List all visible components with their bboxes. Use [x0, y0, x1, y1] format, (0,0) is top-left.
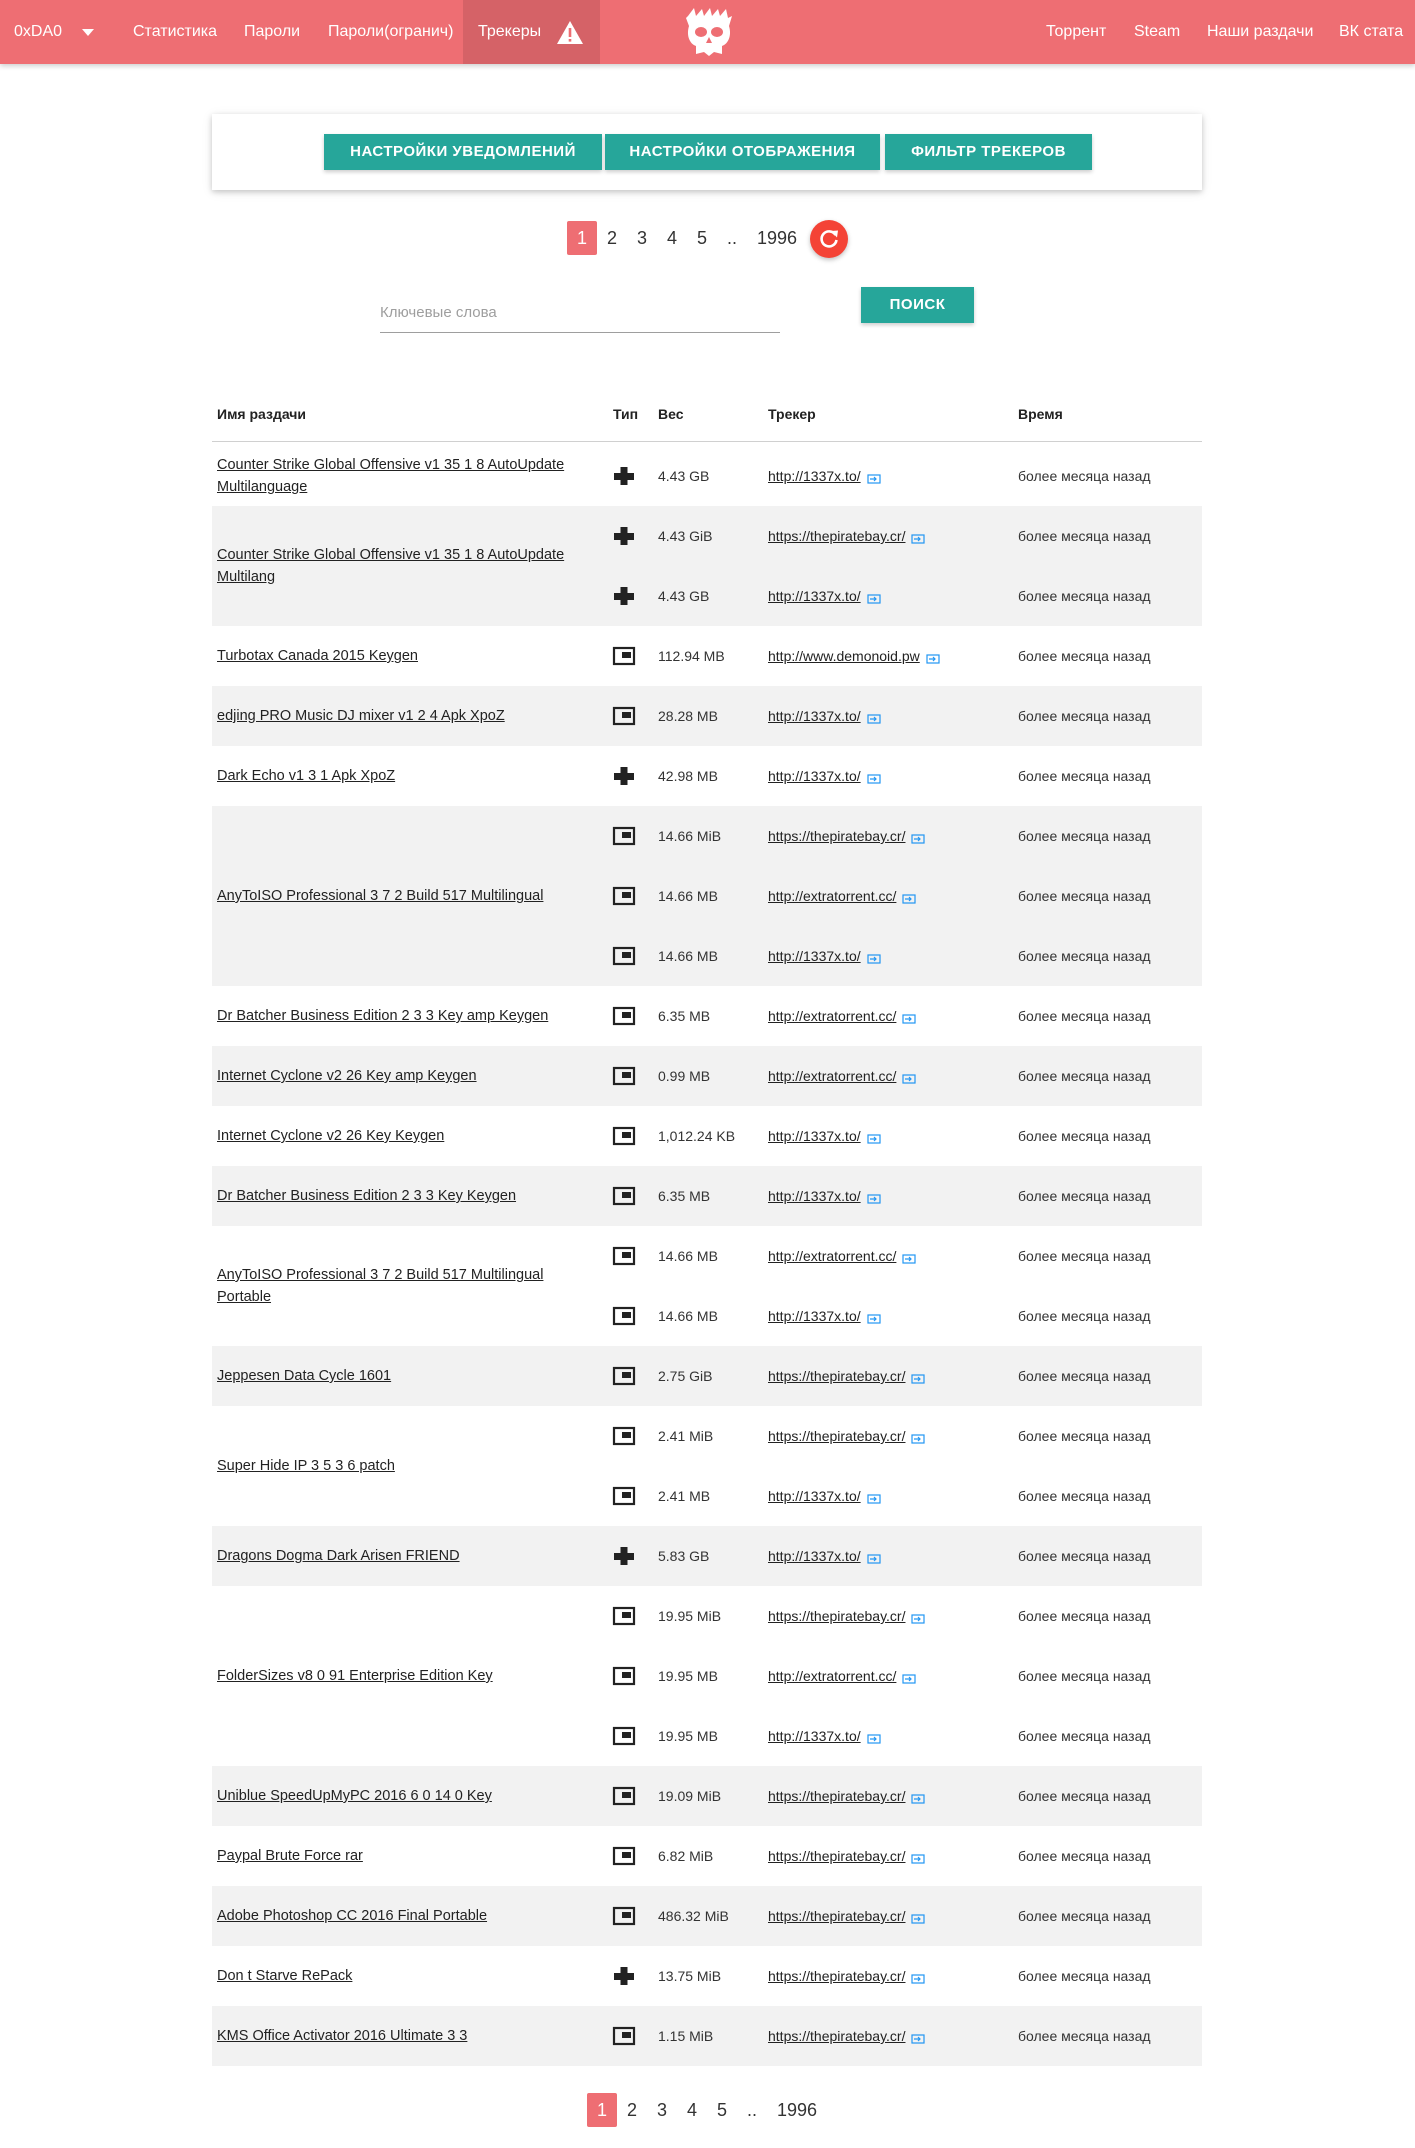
external-link-icon[interactable] [902, 1071, 916, 1081]
gamepad-icon [612, 766, 636, 786]
time-value: более месяца назад [1018, 1308, 1151, 1324]
tracker-link[interactable]: http://1337x.to/ [768, 1548, 861, 1564]
table-row [212, 1106, 1202, 1166]
external-link-icon[interactable] [902, 1011, 916, 1021]
page-ellipsis: .. [726, 228, 737, 248]
app-window-icon [612, 1786, 636, 1806]
tracker-link[interactable]: http://extratorrent.cc/ [768, 1068, 897, 1084]
external-link-icon[interactable] [926, 651, 940, 661]
size-value: 14.66 MB [658, 1248, 718, 1264]
table-row [212, 626, 1202, 686]
app-window-icon [612, 1126, 636, 1146]
size-value: 42.98 MB [658, 768, 718, 784]
time-value: более месяца назад [1018, 1008, 1151, 1024]
torrent-group [212, 1226, 1202, 1346]
time-value: более месяца назад [1018, 708, 1151, 724]
size-value: 14.66 MB [658, 1308, 718, 1324]
tracker-link[interactable]: http://extratorrent.cc/ [768, 1248, 897, 1264]
column-header-time: Время [1018, 406, 1063, 422]
size-value: 2.75 GiB [658, 1368, 713, 1384]
table-row [212, 2006, 1202, 2066]
page-link-last[interactable]: 1996 [756, 228, 798, 248]
external-link-icon[interactable] [867, 1731, 881, 1741]
page-link-3[interactable]: 3 [656, 2100, 667, 2120]
torrent-name-link[interactable]: Internet Cyclone v2 26 Key amp Keygen [217, 1068, 477, 1084]
tracker-filter-button[interactable]: ФИЛЬТР ТРЕКЕРОВ [885, 134, 1092, 170]
tracker-link[interactable]: http://1337x.to/ [768, 948, 861, 964]
torrent-group [212, 806, 1202, 986]
torrent-name-link[interactable]: Dr Batcher Business Edition 2 3 3 Key Keygen [217, 1188, 517, 1204]
nav-item-our-releases[interactable]: Наши раздачи [1207, 23, 1314, 40]
nav-item-passwords-limited[interactable]: Пароли(огранич) [328, 23, 454, 40]
app-window-icon [612, 1426, 636, 1446]
time-value: более месяца назад [1018, 2028, 1151, 2044]
table-row [212, 926, 1202, 986]
gamepad-icon [612, 1546, 636, 1566]
torrent-name-link[interactable]: Don t Starve RePack [217, 1968, 353, 1984]
size-value: 19.09 MiB [658, 1788, 722, 1804]
time-value: более месяца назад [1018, 768, 1151, 784]
time-value: более месяца назад [1018, 1668, 1151, 1684]
torrent-group [212, 1406, 1202, 1526]
time-value: более месяца назад [1018, 1068, 1151, 1084]
app-window-icon [612, 646, 636, 666]
tracker-link[interactable]: https://thepiratebay.cr/ [768, 2028, 906, 2044]
size-value: 6.35 MB [658, 1008, 711, 1024]
refresh-icon [810, 220, 848, 258]
top-navbar [0, 0, 1415, 64]
keywords-search-input[interactable] [380, 292, 780, 333]
torrent-name-link[interactable]: AnyToISO Professional 3 7 2 Build 517 Multilingual Portable [217, 1267, 544, 1305]
app-window-icon [612, 1306, 636, 1326]
external-link-icon[interactable] [902, 1671, 916, 1681]
column-header-size: Вес [658, 406, 684, 422]
torrent-group [212, 506, 1202, 626]
tracker-link[interactable]: https://thepiratebay.cr/ [768, 1848, 906, 1864]
page-link-5[interactable]: 5 [696, 228, 707, 248]
time-value: более месяца назад [1018, 1248, 1151, 1264]
size-value: 1.15 MiB [658, 2028, 714, 2044]
table-row [212, 1766, 1202, 1826]
time-value: более месяца назад [1018, 1728, 1151, 1744]
torrent-group [212, 446, 1202, 506]
tracker-link[interactable]: http://1337x.to/ [768, 588, 861, 604]
torrent-name-link[interactable]: Turbotax Canada 2015 Keygen [217, 648, 418, 664]
page-link-last[interactable]: 1996 [776, 2100, 818, 2120]
time-value: более месяца назад [1018, 1548, 1151, 1564]
tracker-link[interactable]: https://thepiratebay.cr/ [768, 1368, 906, 1384]
table-row [212, 1586, 1202, 1646]
torrent-group [212, 626, 1202, 686]
time-value: более месяца назад [1018, 1848, 1151, 1864]
external-link-icon[interactable] [867, 711, 881, 721]
table-row [212, 1226, 1202, 1286]
brand-menu[interactable]: 0xDA0 [14, 23, 63, 40]
column-header-type: Тип [613, 406, 639, 422]
size-value: 14.66 MiB [658, 828, 722, 844]
table-row [212, 446, 1202, 506]
app-window-icon [612, 1066, 636, 1086]
torrent-name-link[interactable]: Dr Batcher Business Edition 2 3 3 Key amp Keygen [217, 1008, 549, 1024]
tracker-link[interactable]: http://1337x.to/ [768, 1488, 861, 1504]
app-window-icon [612, 1846, 636, 1866]
size-value: 0.99 MB [658, 1068, 711, 1084]
torrent-group [212, 2006, 1202, 2066]
dropdown-caret-icon[interactable] [82, 29, 94, 36]
table-row [212, 1466, 1202, 1526]
tracker-link[interactable]: http://extratorrent.cc/ [768, 888, 897, 904]
external-link-icon[interactable] [911, 1791, 925, 1801]
table-row [212, 1706, 1202, 1766]
size-value: 2.41 MiB [658, 1428, 714, 1444]
torrent-group [212, 1346, 1202, 1406]
external-link-icon[interactable] [867, 1491, 881, 1501]
size-value: 19.95 MB [658, 1728, 718, 1744]
app-window-icon [612, 1606, 636, 1626]
torrent-group [212, 1166, 1202, 1226]
gamepad-icon [612, 1966, 636, 1986]
size-value: 1,012.24 KB [658, 1128, 736, 1144]
external-link-icon[interactable] [911, 1971, 925, 1981]
torrent-name-link[interactable]: Uniblue SpeedUpMyPC 2016 6 0 14 0 Key [217, 1788, 492, 1804]
app-window-icon [612, 1366, 636, 1386]
app-window-icon [612, 886, 636, 906]
torrent-name-link[interactable]: AnyToISO Professional 3 7 2 Build 517 Multilingual [217, 888, 544, 904]
nav-item-stats[interactable]: Статистика [133, 23, 218, 40]
tracker-link[interactable]: http://1337x.to/ [768, 1728, 861, 1744]
tracker-link[interactable]: http://1337x.to/ [768, 1128, 861, 1144]
table-row [212, 506, 1202, 566]
tracker-link[interactable]: https://thepiratebay.cr/ [768, 1908, 906, 1924]
torrent-name-link[interactable]: Dragons Dogma Dark Arisen FRIEND [217, 1548, 460, 1564]
size-value: 14.66 MB [658, 888, 718, 904]
app-window-icon [612, 706, 636, 726]
external-link-icon[interactable] [867, 1191, 881, 1201]
torrent-name-link[interactable]: Adobe Photoshop CC 2016 Final Portable [217, 1908, 488, 1924]
app-window-icon [612, 1726, 636, 1746]
table-row [212, 1826, 1202, 1886]
time-value: более месяца назад [1018, 1128, 1151, 1144]
external-link-icon[interactable] [911, 831, 925, 841]
torrent-group [212, 1886, 1202, 1946]
page-link-5[interactable]: 5 [716, 2100, 727, 2120]
tracker-link[interactable]: http://1337x.to/ [768, 1188, 861, 1204]
page-link-3[interactable]: 3 [636, 228, 647, 248]
time-value: более месяца назад [1018, 1788, 1151, 1804]
time-value: более месяца назад [1018, 1968, 1151, 1984]
app-window-icon [612, 1906, 636, 1926]
torrent-group [212, 1766, 1202, 1826]
torrent-name-link[interactable]: FolderSizes v8 0 91 Enterprise Edition Key [217, 1668, 493, 1684]
table-row [212, 806, 1202, 866]
external-link-icon[interactable] [911, 1611, 925, 1621]
torrent-group [212, 686, 1202, 746]
tracker-link[interactable]: http://www.demonoid.pw [768, 648, 920, 664]
size-value: 6.35 MB [658, 1188, 711, 1204]
gamepad-icon [612, 466, 636, 486]
pagination-bottom [0, 2093, 1415, 2127]
torrent-group [212, 1586, 1202, 1766]
gamepad-icon [612, 526, 636, 546]
time-value: более месяца назад [1018, 948, 1151, 964]
external-link-icon[interactable] [867, 1311, 881, 1321]
external-link-icon[interactable] [867, 471, 881, 481]
size-value: 14.66 MB [658, 948, 718, 964]
size-value: 19.95 MB [658, 1668, 718, 1684]
size-value: 19.95 MiB [658, 1608, 722, 1624]
external-link-icon[interactable] [867, 591, 881, 601]
page-link-2[interactable]: 2 [606, 228, 617, 248]
table-row [212, 1166, 1202, 1226]
page-link-4[interactable]: 4 [666, 228, 677, 248]
table-row [212, 1646, 1202, 1706]
column-header-tracker: Трекер [768, 406, 816, 422]
app-window-icon [612, 826, 636, 846]
app-window-icon [612, 1486, 636, 1506]
notification-settings-button[interactable]: НАСТРОЙКИ УВЕДОМЛЕНИЙ [324, 134, 602, 170]
external-link-icon[interactable] [902, 1251, 916, 1261]
tracker-link[interactable]: https://thepiratebay.cr/ [768, 528, 906, 544]
time-value: более месяца назад [1018, 1608, 1151, 1624]
torrent-name-link[interactable]: Counter Strike Global Offensive v1 35 1 8 AutoUpdate Multilanguage [217, 457, 565, 495]
torrent-name-link[interactable]: KMS Office Activator 2016 Ultimate 3 3 [217, 2028, 468, 2044]
tracker-link[interactable]: https://thepiratebay.cr/ [768, 828, 906, 844]
tracker-link[interactable]: http://1337x.to/ [768, 468, 861, 484]
table-row [212, 1046, 1202, 1106]
external-link-icon[interactable] [911, 531, 925, 541]
nav-item-passwords[interactable]: Пароли [244, 23, 301, 40]
external-link-icon[interactable] [867, 771, 881, 781]
torrent-group [212, 1826, 1202, 1886]
size-value: 28.28 MB [658, 708, 718, 724]
time-value: более месяца назад [1018, 468, 1151, 484]
time-value: более месяца назад [1018, 1188, 1151, 1204]
tracker-link[interactable]: http://extratorrent.cc/ [768, 1008, 897, 1024]
torrent-name-link[interactable]: Dark Echo v1 3 1 Apk XpoZ [217, 768, 396, 784]
table-row [212, 686, 1202, 746]
search-button[interactable]: ПОИСК [861, 287, 974, 323]
page-link-2[interactable]: 2 [626, 2100, 637, 2120]
torrent-group [212, 746, 1202, 806]
table-row [212, 746, 1202, 806]
tracker-link[interactable]: https://thepiratebay.cr/ [768, 1428, 906, 1444]
app-window-icon [612, 1666, 636, 1686]
page-link-4[interactable]: 4 [686, 2100, 697, 2120]
external-link-icon[interactable] [911, 1851, 925, 1861]
torrent-group [212, 1046, 1202, 1106]
nav-item-trackers-label: Трекеры [478, 23, 542, 40]
column-header-name: Имя раздачи [217, 406, 307, 422]
tracker-link[interactable]: http://1337x.to/ [768, 768, 861, 784]
gamepad-icon [612, 586, 636, 606]
table-row [212, 1286, 1202, 1346]
external-link-icon[interactable] [911, 1371, 925, 1381]
nav-item-steam[interactable]: Steam [1134, 23, 1181, 40]
time-value: более месяца назад [1018, 1428, 1151, 1444]
torrent-name-link[interactable]: Paypal Brute Force rar [217, 1848, 363, 1864]
table-row [212, 866, 1202, 926]
display-settings-button[interactable]: НАСТРОЙКИ ОТОБРАЖЕНИЯ [605, 134, 880, 170]
tracker-link[interactable]: https://thepiratebay.cr/ [768, 1608, 906, 1624]
nav-item-vk-stats[interactable]: ВК стата [1339, 23, 1404, 40]
time-value: более месяца назад [1018, 1488, 1151, 1504]
time-value: более месяца назад [1018, 648, 1151, 664]
app-window-icon [612, 946, 636, 966]
size-value: 486.32 MiB [658, 1908, 729, 1924]
time-value: более месяца назад [1018, 528, 1151, 544]
size-value: 4.43 GB [658, 588, 710, 604]
torrent-name-link[interactable]: Super Hide IP 3 5 3 6 patch [217, 1458, 395, 1474]
size-value: 112.94 MB [658, 648, 725, 664]
size-value: 13.75 MiB [658, 1968, 722, 1984]
app-window-icon [612, 1006, 636, 1026]
external-link-icon[interactable] [911, 2031, 925, 2041]
table-row [212, 986, 1202, 1046]
tracker-link[interactable]: https://thepiratebay.cr/ [768, 1968, 906, 1984]
time-value: более месяца назад [1018, 588, 1151, 604]
table-row [212, 1886, 1202, 1946]
tracker-link[interactable]: http://extratorrent.cc/ [768, 1668, 897, 1684]
torrent-name-link[interactable]: edjing PRO Music DJ mixer v1 2 4 Apk XpoZ [217, 708, 505, 724]
pagination-top [0, 221, 1415, 255]
torrent-group [212, 986, 1202, 1046]
page-link-1[interactable]: 1 [587, 2093, 617, 2127]
table-row [212, 1526, 1202, 1586]
torrent-group [212, 1526, 1202, 1586]
page-ellipsis: .. [746, 2100, 757, 2120]
time-value: более месяца назад [1018, 1368, 1151, 1384]
app-window-icon [612, 2026, 636, 2046]
time-value: более месяца назад [1018, 888, 1151, 904]
external-link-icon[interactable] [867, 951, 881, 961]
tracker-link[interactable]: http://1337x.to/ [768, 1308, 861, 1324]
app-window-icon [612, 1246, 636, 1266]
tracker-link[interactable]: https://thepiratebay.cr/ [768, 1788, 906, 1804]
table-row [212, 1946, 1202, 2006]
table-header-divider [212, 441, 1202, 442]
torrent-name-link[interactable]: Jeppesen Data Cycle 1601 [217, 1368, 392, 1384]
size-value: 2.41 MB [658, 1488, 711, 1504]
app-window-icon [612, 1186, 636, 1206]
table-row [212, 1346, 1202, 1406]
refresh-button[interactable] [810, 220, 848, 258]
size-value: 4.43 GB [658, 468, 710, 484]
table-row [212, 566, 1202, 626]
tracker-link[interactable]: http://1337x.to/ [768, 708, 861, 724]
external-link-icon[interactable] [902, 891, 916, 901]
torrent-group [212, 1946, 1202, 2006]
warning-icon [556, 20, 584, 45]
page-link-1[interactable]: 1 [567, 221, 597, 255]
nav-item-torrent[interactable]: Торрент [1046, 23, 1107, 40]
external-link-icon[interactable] [867, 1131, 881, 1141]
size-value: 4.43 GiB [658, 528, 713, 544]
skull-logo-icon [684, 6, 734, 58]
external-link-icon[interactable] [911, 1431, 925, 1441]
external-link-icon[interactable] [911, 1911, 925, 1921]
torrent-group [212, 1106, 1202, 1166]
external-link-icon[interactable] [867, 1551, 881, 1561]
size-value: 6.82 MiB [658, 1848, 714, 1864]
torrent-name-link[interactable]: Counter Strike Global Offensive v1 35 1 8 AutoUpdate Multilang [217, 547, 565, 585]
settings-card [212, 114, 1202, 190]
table-row [212, 1406, 1202, 1466]
torrent-name-link[interactable]: Internet Cyclone v2 26 Key Keygen [217, 1128, 445, 1144]
size-value: 5.83 GB [658, 1548, 710, 1564]
time-value: более месяца назад [1018, 1908, 1151, 1924]
time-value: более месяца назад [1018, 828, 1151, 844]
